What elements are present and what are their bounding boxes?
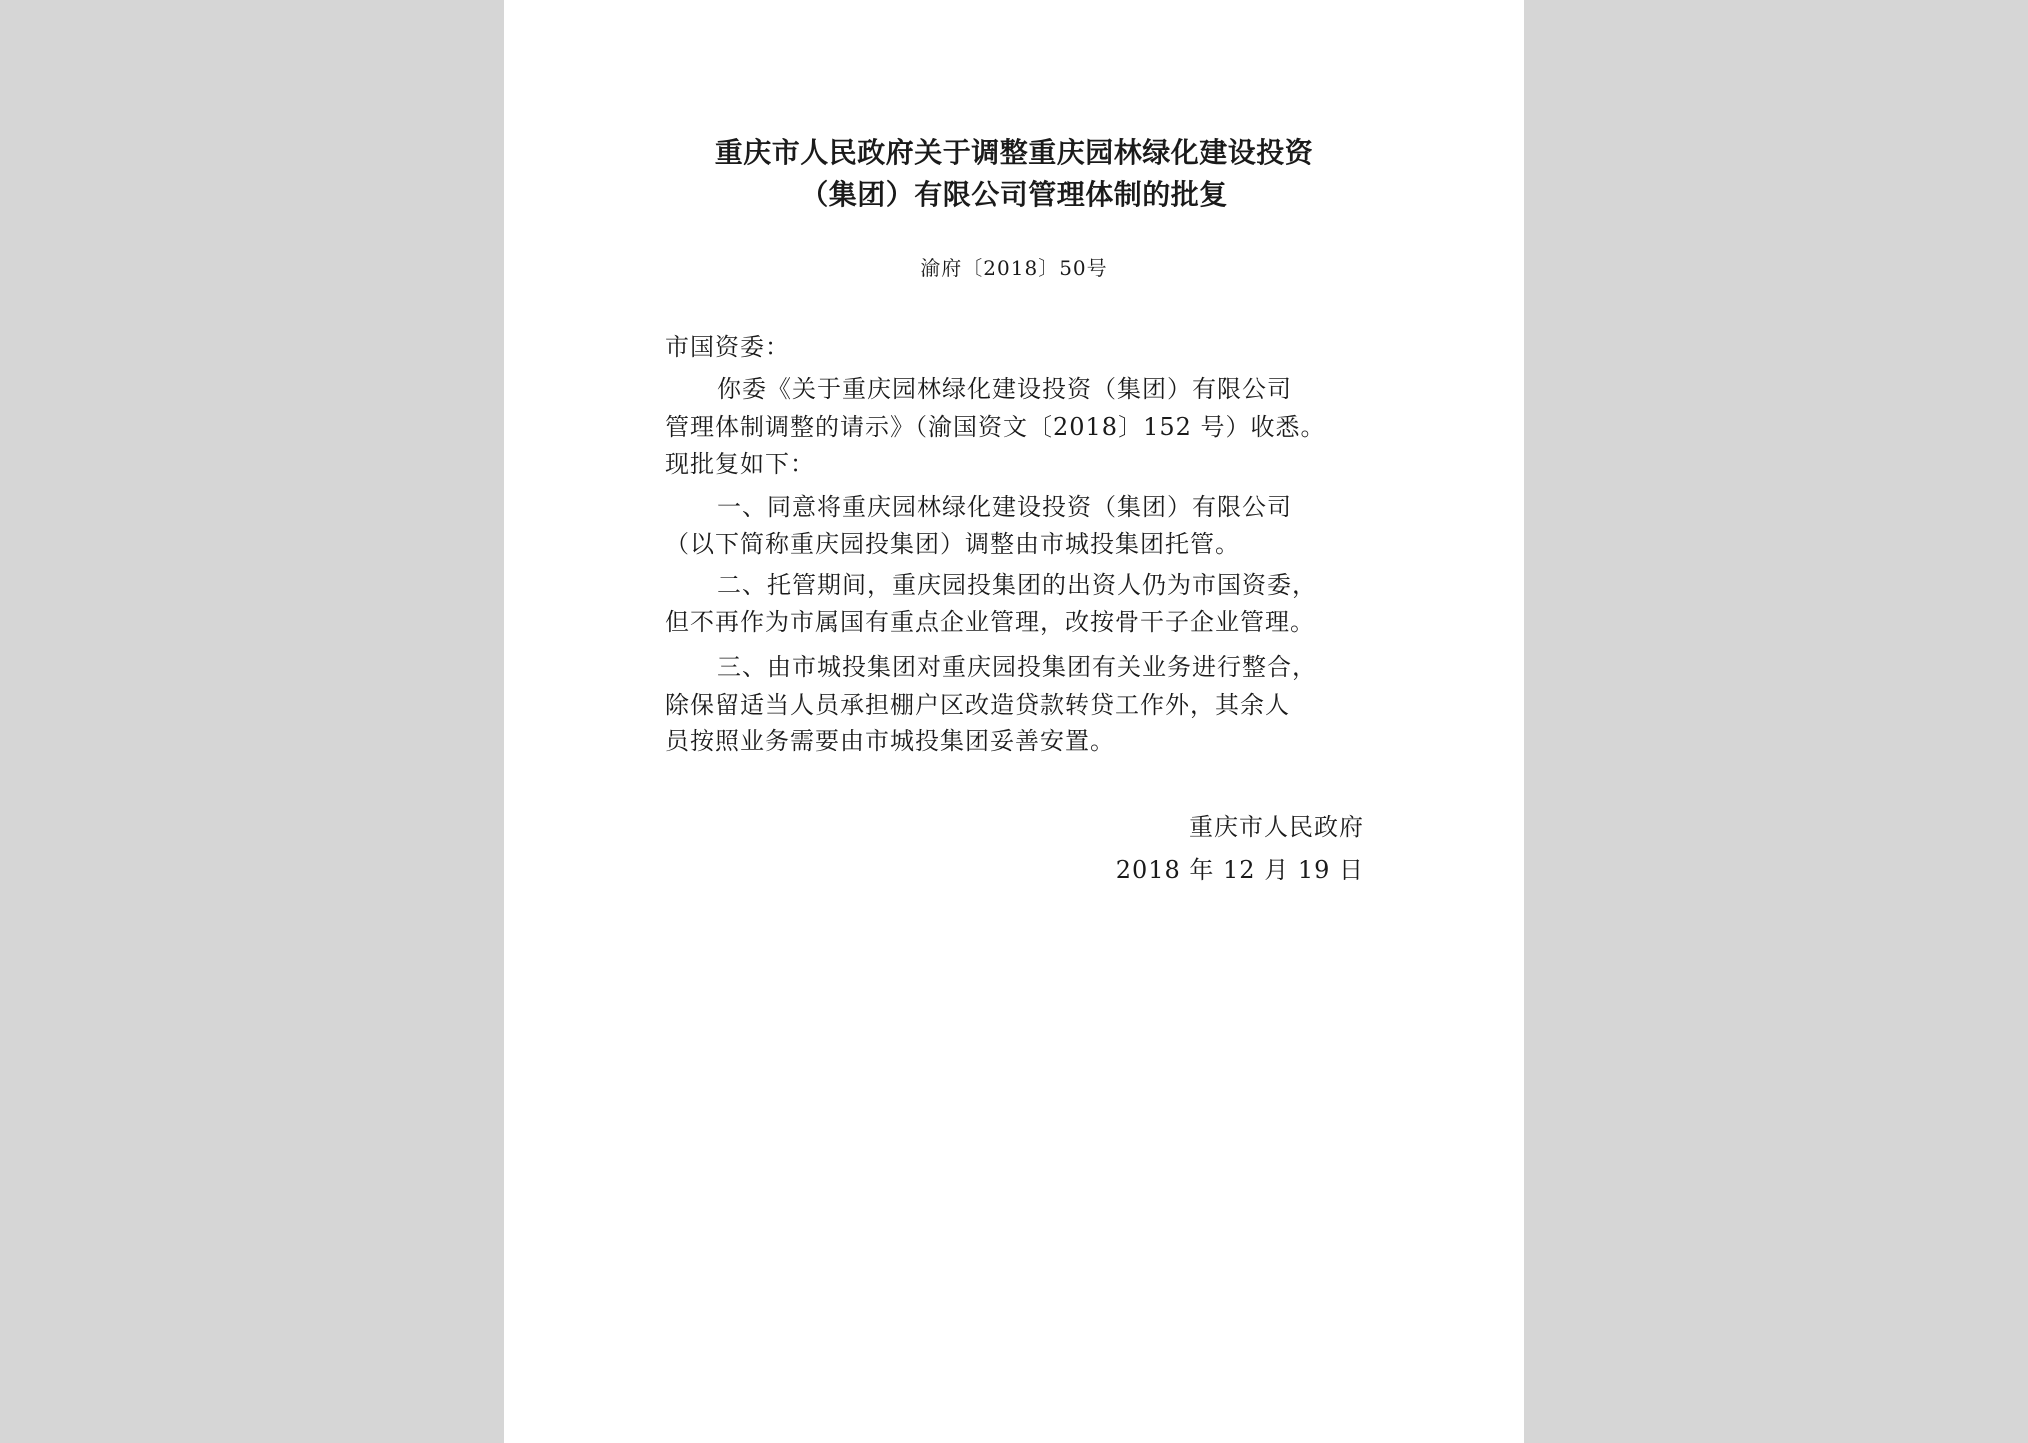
signature-issuer: 重庆市人民政府 [1189, 813, 1364, 841]
paragraph-1-line-2: 管理体制调整的请示》（渝国资文〔2018〕152 号）收悉。 [665, 413, 1326, 441]
item-1-line-1: 一、同意将重庆园林绿化建设投资（集团）有限公司 [717, 493, 1292, 521]
paragraph-1-line-1: 你委《关于重庆园林绿化建设投资（集团）有限公司 [717, 375, 1292, 403]
document-title-line-2: （集团）有限公司管理体制的批复 [800, 178, 1228, 211]
document-body [504, 0, 1524, 1443]
item-3-line-2: 除保留适当人员承担棚户区改造贷款转贷工作外，其余人 [665, 691, 1290, 719]
salutation: 市国资委： [665, 333, 790, 361]
signature-date: 2018 年 12 月 19 日 [1115, 856, 1364, 884]
document-title-line-1: 重庆市人民政府关于调整重庆园林绿化建设投资 [714, 136, 1314, 169]
item-3-line-1: 三、由市城投集团对重庆园投集团有关业务进行整合， [717, 653, 1317, 681]
item-2-line-1: 二、托管期间，重庆园投集团的出资人仍为市国资委， [717, 571, 1317, 599]
item-2-line-2: 但不再作为市属国有重点企业管理，改按骨干子企业管理。 [665, 608, 1315, 636]
item-3-line-3: 员按照业务需要由市城投集团妥善安置。 [665, 727, 1115, 755]
item-1-line-2: （以下简称重庆园投集团）调整由市城投集团托管。 [665, 530, 1240, 558]
paragraph-1-line-3: 现批复如下： [665, 450, 815, 478]
document-number: 渝府〔2018〕50号 [920, 256, 1108, 280]
document-page [504, 0, 1524, 1443]
